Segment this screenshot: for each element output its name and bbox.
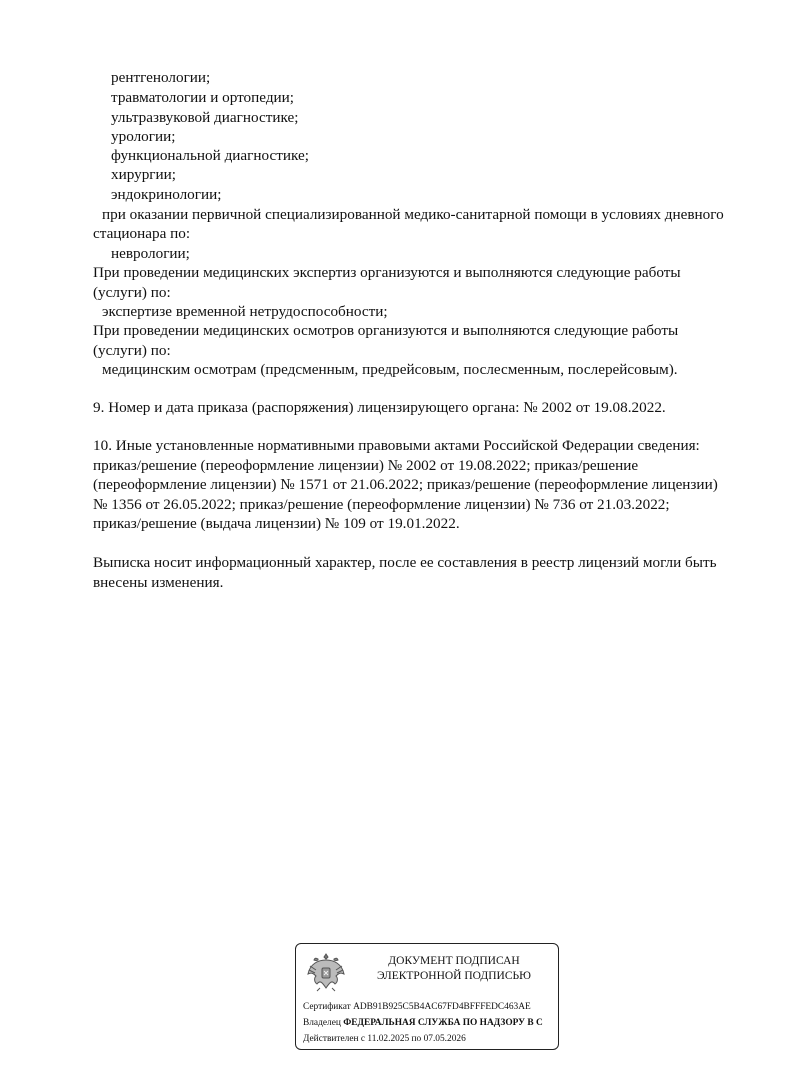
text-line: Выписка носит информационный характер, после ее составления в реестр лицензий могли быть — [93, 554, 717, 571]
coat-of-arms-icon — [304, 950, 348, 994]
text-line: При проведении медицинских экспертиз организуются и выполняются следующие работы — [93, 264, 681, 281]
text-line: (переоформление лицензии) № 1571 от 21.06.2022; приказ/решение (переоформление лицензии) — [93, 476, 718, 493]
validity-line: Действителен с 11.02.2025 по 07.05.2026 — [303, 1034, 466, 1044]
text-line: неврологии; — [111, 245, 190, 262]
text-line: стационара по: — [93, 225, 191, 242]
text-line: № 1356 от 26.05.2022; приказ/решение (переоформление лицензии) № 736 от 21.03.2022; — [93, 496, 670, 513]
text-line: внесены изменения. — [93, 574, 224, 591]
text-line: медицинским осмотрам (предсменным, предрейсовым, послесменным, послерейсовым). — [102, 361, 678, 378]
text-line: при оказании первичной специализированной медико-санитарной помощи в условиях дневного — [102, 206, 724, 223]
text-line: функциональной диагностике; — [111, 147, 309, 164]
text-line: экспертизе временной нетрудоспособности; — [102, 303, 388, 320]
text-line: При проведении медицинских осмотров организуются и выполняются следующие работы — [93, 322, 679, 339]
text-line: рентгенологии; — [111, 69, 211, 86]
signature-heading-line-2: ЭЛЕКТРОННОЙ ПОДПИСЬЮ — [377, 970, 531, 982]
signature-heading — [356, 954, 552, 984]
order-number-line: 9. Номер и дата приказа (распоряжения) лицензирующего органа: № 2002 от 19.08.2022. — [93, 399, 666, 416]
certificate-value: ADB91B925C5B4AC67FD4BFFFEDC463AE — [353, 1002, 531, 1012]
owner-value: ФЕДЕРАЛЬНАЯ СЛУЖБА ПО НАДЗОРУ В С — [343, 1018, 543, 1028]
text-line: травматологии и ортопедии; — [111, 89, 295, 106]
text-line: ультразвуковой диагностике; — [111, 109, 299, 126]
certificate-line — [303, 1001, 531, 1013]
signature-heading-line-1: ДОКУМЕНТ ПОДПИСАН — [388, 955, 520, 967]
text-line: (услуги) по: — [93, 284, 171, 301]
text-line: эндокринологии; — [111, 186, 222, 203]
certificate-label: Сертификат — [303, 1002, 351, 1012]
text-line: хирургии; — [111, 166, 177, 183]
owner-label: Владелец — [303, 1018, 341, 1028]
text-line: урологии; — [111, 128, 176, 145]
electronic-signature-stamp — [295, 943, 559, 1050]
owner-line — [303, 1017, 543, 1029]
text-line: (услуги) по: — [93, 342, 171, 359]
text-line: приказ/решение (выдача лицензии) № 109 от 19.01.2022. — [93, 515, 460, 532]
text-line: 10. Иные установленные нормативными правовыми актами Российской Федерации сведения: — [93, 437, 700, 454]
text-line: приказ/решение (переоформление лицензии) № 2002 от 19.08.2022; приказ/решение — [93, 457, 639, 474]
